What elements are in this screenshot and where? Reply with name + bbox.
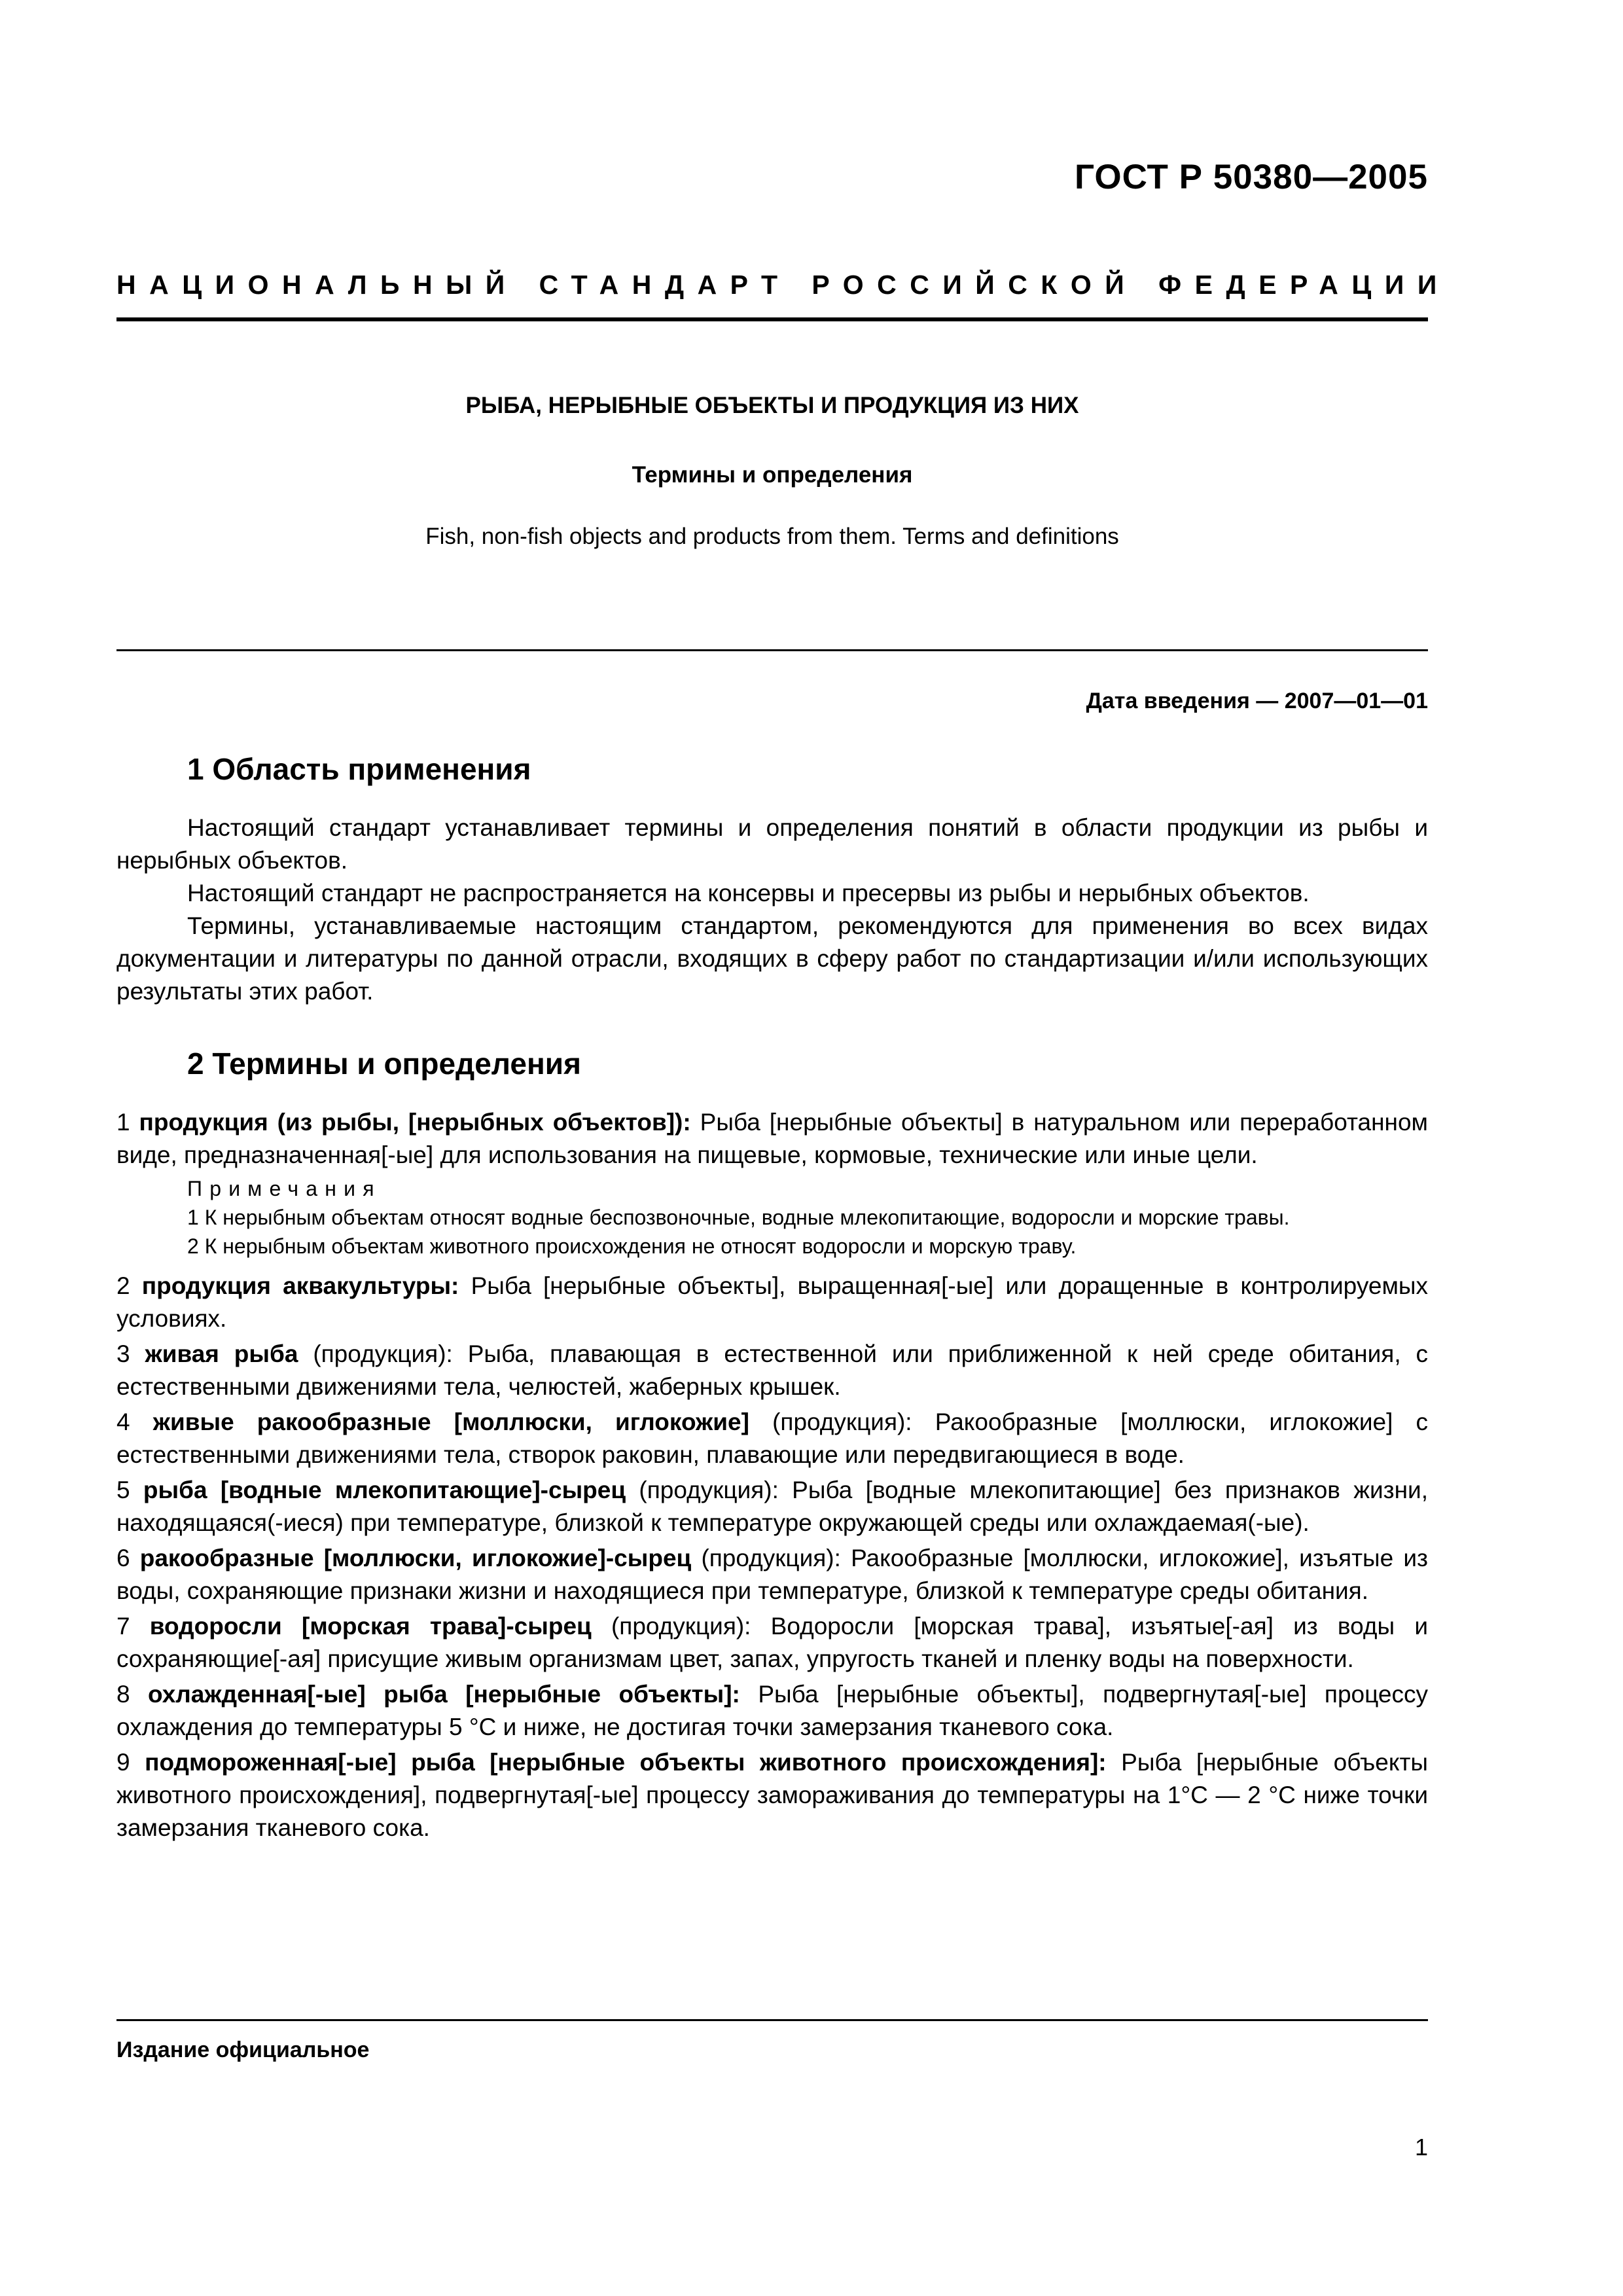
term-number: 1	[116, 1109, 130, 1136]
term-entry	[116, 1474, 1428, 1539]
page-number: 1	[1414, 2134, 1428, 2161]
term-number: 2	[116, 1272, 130, 1299]
term-name: живые ракообразные [моллюски, иглокожие]	[152, 1408, 749, 1435]
term-entry	[116, 1610, 1428, 1676]
term-name: продукция аквакультуры:	[141, 1272, 459, 1299]
document-subtitle: Термины и определения	[632, 462, 913, 488]
introduction-date: Дата введения — 2007—01—01	[1086, 689, 1428, 713]
term-number: 6	[116, 1545, 130, 1571]
scope-paragraph: Настоящий стандарт не распространяется на консервы и пресервы из рыбы и нерыбных объектов.	[187, 880, 1310, 906]
term-definition: (продукция): Ракообразные [моллюски, иглокожие] с естественными движениями тела, створок раковин, плавающие или передвигающиеся в воде.	[116, 1408, 1429, 1468]
term-name: водоросли [морская трава]-сырец	[149, 1613, 592, 1640]
term-entry	[116, 1338, 1428, 1403]
term-entry	[116, 1746, 1428, 1844]
term-number: 8	[116, 1681, 130, 1708]
note-item: 2 К нерыбным объектам животного происхождения не относят водоросли и морскую траву.	[187, 1234, 1077, 1258]
term-name: живая рыба	[145, 1340, 298, 1367]
term-entry	[116, 1406, 1428, 1471]
note-item: 1 К нерыбным объектам относят водные беспозвоночные, водные млекопитающие, водоросли и морские травы.	[187, 1206, 1290, 1229]
section-1-body	[116, 812, 1428, 1008]
term-number: 9	[116, 1749, 130, 1776]
term-definition: Рыба [нерыбные объекты], выращенная[-ые] или доращенные в контролируемых условиях.	[116, 1272, 1429, 1332]
term-definition: (продукция): Ракообразные [моллюски, иглокожие], изъятые из воды, сохраняющие признаки жизни и находящиеся при температуре, близкой к температуре среды обитания.	[116, 1545, 1428, 1604]
footer-rule	[116, 2019, 1428, 2021]
notes-block	[116, 1174, 1428, 1261]
term-number: 5	[116, 1477, 130, 1503]
term-definition: Рыба [нерыбные объекты животного происхождения], подвергнутая[-ые] процессу замораживания до температуры на 1°С — 2 °С ниже точки замерзания тканевого сока.	[116, 1749, 1428, 1841]
terms-list	[116, 1106, 1428, 1847]
term-name: подмороженная[-ые] рыба [нерыбные объекты животного происхождения]:	[145, 1749, 1107, 1776]
section-2-heading: 2 Термины и определения	[187, 1047, 581, 1081]
national-standard-heading: НАЦИОНАЛЬНЫЙ СТАНДАРТ РОССИЙСКОЙ ФЕДЕРАЦИИ	[116, 270, 1450, 300]
scope-paragraph: Настоящий стандарт устанавливает термины и определения понятий в области продукции из рыбы и нерыбных объектов.	[116, 814, 1428, 874]
term-number: 4	[116, 1408, 130, 1435]
term-entry	[116, 1270, 1428, 1335]
term-name: ракообразные [моллюски, иглокожие]-сырец	[139, 1545, 692, 1571]
term-number: 7	[116, 1613, 130, 1640]
term-name: рыба [водные млекопитающие]-сырец	[143, 1477, 626, 1503]
english-title: Fish, non-fish objects and products from them. Terms and definitions	[425, 524, 1119, 549]
term-number: 3	[116, 1340, 130, 1367]
scope-paragraph: Термины, устанавливаемые настоящим стандартом, рекомендуются для применения во всех видах документации и литературы по данной отрасли, входящих в сферу работ по стандартизации и/или использующих результаты этих работ.	[116, 912, 1428, 1005]
document-title: РЫБА, НЕРЫБНЫЕ ОБЪЕКТЫ И ПРОДУКЦИЯ ИЗ НИХ	[465, 393, 1079, 418]
term-entry	[116, 1678, 1428, 1744]
gost-number: ГОСТ Р 50380—2005	[1075, 158, 1428, 196]
term-definition: Рыба [нерыбные объекты] в натуральном или переработанном виде, предназначенная[-ые] для использования на пищевые, кормовые, технические или иные цели.	[116, 1109, 1428, 1168]
section-1-heading: 1 Область применения	[187, 752, 531, 786]
header-rule	[116, 317, 1428, 321]
term-entry	[116, 1106, 1428, 1172]
term-name: охлажденная[-ые] рыба [нерыбные объекты]:	[148, 1681, 740, 1708]
term-definition: (продукция): Рыба, плавающая в естественной или приближенной к ней среде обитания, с естественными движениями тела, челюстей, жаберных крышек.	[116, 1340, 1428, 1400]
title-rule	[116, 649, 1428, 651]
term-definition: (продукция): Водоросли [морская трава], изъятые[-ая] из воды и сохраняющие[-ая] присущие живым организмам цвет, запах, упругость тканей и пленку воды на поверхности.	[116, 1613, 1428, 1672]
term-definition: Рыба [нерыбные объекты], подвергнутая[-ые] процессу охлаждения до температуры 5 °С и ниже, не достигая точки замерзания тканевого сока.	[116, 1681, 1428, 1740]
term-definition: (продукция): Рыба [водные млекопитающие] без признаков жизни, находящаяся(-иеся) при температуре, близкой к температуре окружающей среды или охлаждаемая(-ые).	[116, 1477, 1429, 1536]
notes-heading: Примечания	[187, 1177, 382, 1200]
official-edition-label: Издание официальное	[116, 2037, 370, 2062]
term-name: продукция (из рыбы, [нерыбных объектов]):	[139, 1109, 691, 1136]
term-entry	[116, 1542, 1428, 1607]
